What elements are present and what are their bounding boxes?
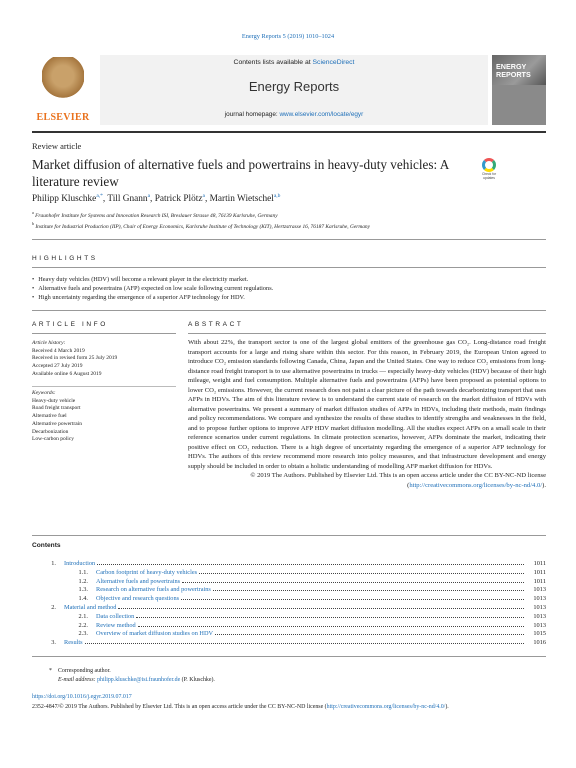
journal-citation-line[interactable]: Energy Reports 5 (2019) 1010–1024 [241,33,335,40]
toc-number: 1.1. [78,568,88,576]
author-affiliation-marker[interactable]: a [202,193,205,199]
toc-entry[interactable] [32,630,546,639]
section-rule [32,386,176,387]
toc-entry[interactable] [32,613,546,622]
journal-title: Energy Reports [248,79,340,94]
toc-page: 1016 [533,639,546,647]
doi-line [32,694,132,700]
affiliation-text: Institute for Industrial Production (IIP), Chair of Energy Economics, Karlsruhe Institute of Technology (KIT), Hertzstrasse 16, 76187 Karlsruhe, Germany [35,224,371,231]
keyword-item: Road freight transport [32,405,81,412]
highlights-list [32,275,532,302]
keyword-item: Alternative fuel [32,413,67,420]
section-rule [32,333,176,334]
toc-entry[interactable] [32,595,546,604]
table-of-contents [32,560,546,648]
toc-title[interactable]: Material and method [64,603,117,611]
history-label: Article history: [32,340,66,346]
toc-page: 1013 [533,586,546,594]
contents-available-line [100,59,488,66]
author-affiliation-marker[interactable]: a,b [273,193,281,199]
toc-number: 2.2. [78,621,88,629]
author-name[interactable]: Martin Wietschel [209,194,274,205]
toc-entry[interactable] [32,560,546,569]
affiliation-item [32,209,552,220]
toc-page: 1015 [533,630,546,638]
keyword-item: Heavy-duty vehicle [32,397,76,404]
highlight-item: • High uncertainty regarding the emergence of a superior AFP technology for HDV. [32,293,532,302]
toc-number: 2.3. [78,630,88,638]
journal-header-box [100,55,488,125]
article-type: Review article [32,141,82,151]
license-suffix: ). [445,704,449,710]
author-list: Philipp Kluschke$^{a,*}$, Till Gnann$^a$, Patrick Plötz$^a$, Martin Wietschel$^{a,b}$ [32,193,281,205]
toc-title[interactable]: Overview of market diffusion studies on HDV [96,630,214,638]
toc-entry[interactable] [32,639,546,648]
toc-title[interactable]: Research on alternative fuels and powertrains [96,586,211,594]
keywords [32,390,176,444]
toc-title[interactable]: Alternative fuels and powertrains [96,577,181,585]
journal-cover-image [492,55,546,125]
crossmark-label: Check for updates [481,172,497,180]
masthead [32,55,546,127]
toc-number: 1.4. [78,595,88,603]
toc-entry[interactable] [32,569,546,578]
author-affiliation-marker[interactable]: a,* [96,193,103,199]
toc-title[interactable]: Results [64,639,83,647]
article-title: Market diffusion of alternative fuels and powertrains in heavy-duty vehicles: A literature review [32,157,449,189]
section-rule [32,310,546,311]
corresponding-author-footnote [32,667,512,685]
elsevier-wordmark: ELSEVIER [36,112,90,123]
toc-number: 1.2. [78,577,88,585]
sciencedirect-link[interactable]: ScienceDirect [312,59,355,66]
section-rule [32,535,546,536]
cover-line-1: ENERGY [496,62,527,71]
toc-page: 1011 [533,577,546,585]
contents-prefix: Contents lists available at [233,59,313,66]
toc-number: 1.3. [78,586,88,594]
toc-page: 1013 [533,595,546,603]
highlights-heading: HIGHLIGHTS [32,255,98,262]
header-rule [32,131,546,133]
affiliation-rule [32,239,546,240]
article-history [32,340,176,379]
history-item: Accepted 27 July 2019 [32,363,83,370]
copyright-line [188,471,546,490]
email-label: E-mail address: [58,677,98,683]
journal-homepage-line [100,111,488,118]
footer-license-link[interactable]: http://creativecommons.org/licenses/by-nc-nd/4.0/ [326,704,446,710]
doi-link[interactable]: https://doi.org/10.1016/j.egyr.2019.07.017 [32,694,132,700]
toc-title[interactable]: Objective and research questions [96,595,180,603]
toc-entry[interactable] [32,622,546,631]
license-link[interactable]: http://creativecommons.org/licenses/by-nc-nd/4.0/ [409,481,543,489]
highlight-item: • Alternative fuels and powertrains (AFP) expected on low scale following current regulations. [32,284,532,293]
cover-line-2: REPORTS [496,70,531,79]
contents-heading: Contents [32,542,61,549]
toc-title[interactable]: Review method [96,621,136,629]
cover-title [496,63,531,79]
history-item: Received 4 March 2019 [32,347,85,354]
keyword-item: Alternative powertrain [32,420,82,427]
toc-number: 2.1. [78,612,88,620]
crossmark-icon [482,158,496,172]
toc-number: 1. [51,560,56,567]
toc-entry[interactable] [32,586,546,595]
abstract-text: With about 22%, the transport sector is one of the largest global emitters of the greenhouse gas CO₂. Long-distance road freight transport accounts for a large and rising share within this sector. For this reason, in February 2019, the European Union agreed to introduce CO₂ emission standards following Canada, China, Japan and the United States. One way to reduce CO₂ emissions from long-distance road freight transport is to use alternative powertrains in trucks — especially heavy-duty vehicles (HDV) because of their high mileage, weight and fuel consumption. Multiple alternative fuels and powertrains (AFPs) have been proposed as potential options to lower CO₂ emissions. However, the current research does not paint a clear picture of the path towards decarbonizing transport that uses AFPs in HDVs. The aim of this literature review is to understand the current state of research on the market diffusion of HDVs with alternative powertrains. We present a summary of market diffusion studies of AFPs in HDVs, including their methods, main findings and policy recommendations. We compare and synthesize the results of these studies to identify strengths and weaknesses in the field, and to propose further options to improve AFP HDV market diffusion modelling. All the studies expect AFPs on a small scale in their reference scenarios under current regulations. In climate protection scenarios, however, AFPs dominate the market, indicating their positive effect on CO₂ reduction. There is a high degree of uncertainty regarding the emergence of a superior AFP technology for HDVs. The authors of this review recommend more research into policy measures, and that infrastructure development and energy supply should be included in order to obtain a holistic understanding of modelling AFP market diffusion for HDVs. [188,339,546,470]
elsevier-logo [32,57,94,123]
toc-page: 1013 [533,621,546,629]
toc-page: 1011 [533,568,546,576]
toc-page: 1013 [533,612,546,620]
author-affiliation-marker[interactable]: a [147,193,151,199]
affiliation-text: Fraunhofer Institute for Systems and Innovation Research ISI, Breslauer Strasse 48, 76139 Karlsruhe, Germany [35,212,278,219]
keywords-label: Keywords: [32,390,56,396]
affiliations [32,209,552,232]
toc-number: 3. [51,639,56,647]
abstract-heading: ABSTRACT [188,321,244,328]
affiliation-marker: a [32,210,34,215]
section-rule [32,656,546,657]
keyword-item: Decarbonization [32,428,69,435]
article-info-heading: ARTICLE INFO [32,321,108,328]
homepage-prefix: journal homepage: [224,111,280,118]
author-name[interactable]: Philipp Kluschke [32,194,97,205]
affiliation-item [32,220,552,231]
toc-title[interactable]: Carbon footprint of heavy-duty vehicles [96,568,198,576]
toc-page: 1011 [533,560,546,567]
toc-number: 2. [51,603,56,611]
abstract-body [188,338,546,490]
author-name[interactable]: Till Gnann [107,194,148,205]
affiliation-marker: b [32,221,34,227]
section-rule [188,333,546,334]
tree-logo-icon [42,57,84,105]
history-item: Received in revised form 25 July 2019 [32,355,118,362]
crossmark-button[interactable] [476,158,502,186]
highlight-item: • Heavy duty vehicles (HDV) will become a relevant player in the electricity market. [32,275,532,284]
copyright-prefix: © 2019 The Authors. Published by Elsevier Ltd. This is an open access article under the CC BY-NC-ND license ( [250,472,546,489]
email-link[interactable]: philipp.kluschke@isi.fraunhofer.de [97,677,181,683]
author-name[interactable]: Patrick Plötz [154,194,203,205]
license-footer [32,703,542,711]
copyright-suffix: ). [542,481,546,489]
toc-title[interactable]: Data collection [96,612,135,620]
footnote-marker: * [49,668,52,674]
toc-entry[interactable] [32,604,546,613]
journal-homepage-link[interactable]: www.elsevier.com/locate/egyr [279,111,364,118]
keyword-item: Low-carbon policy [32,436,74,443]
toc-page: 1013 [533,603,546,611]
toc-title[interactable]: Introduction [64,560,96,567]
section-rule [32,267,546,268]
email-suffix: (P. Kluschke). [180,677,215,683]
toc-entry[interactable] [32,578,546,587]
history-item: Available online 6 August 2019 [32,370,102,377]
license-prefix: 2352-4847/© 2019 The Authors. Published by Elsevier Ltd. This is an open access article under the CC BY-NC-ND license ( [32,704,327,710]
footnote-text: Corresponding author. [58,668,111,674]
